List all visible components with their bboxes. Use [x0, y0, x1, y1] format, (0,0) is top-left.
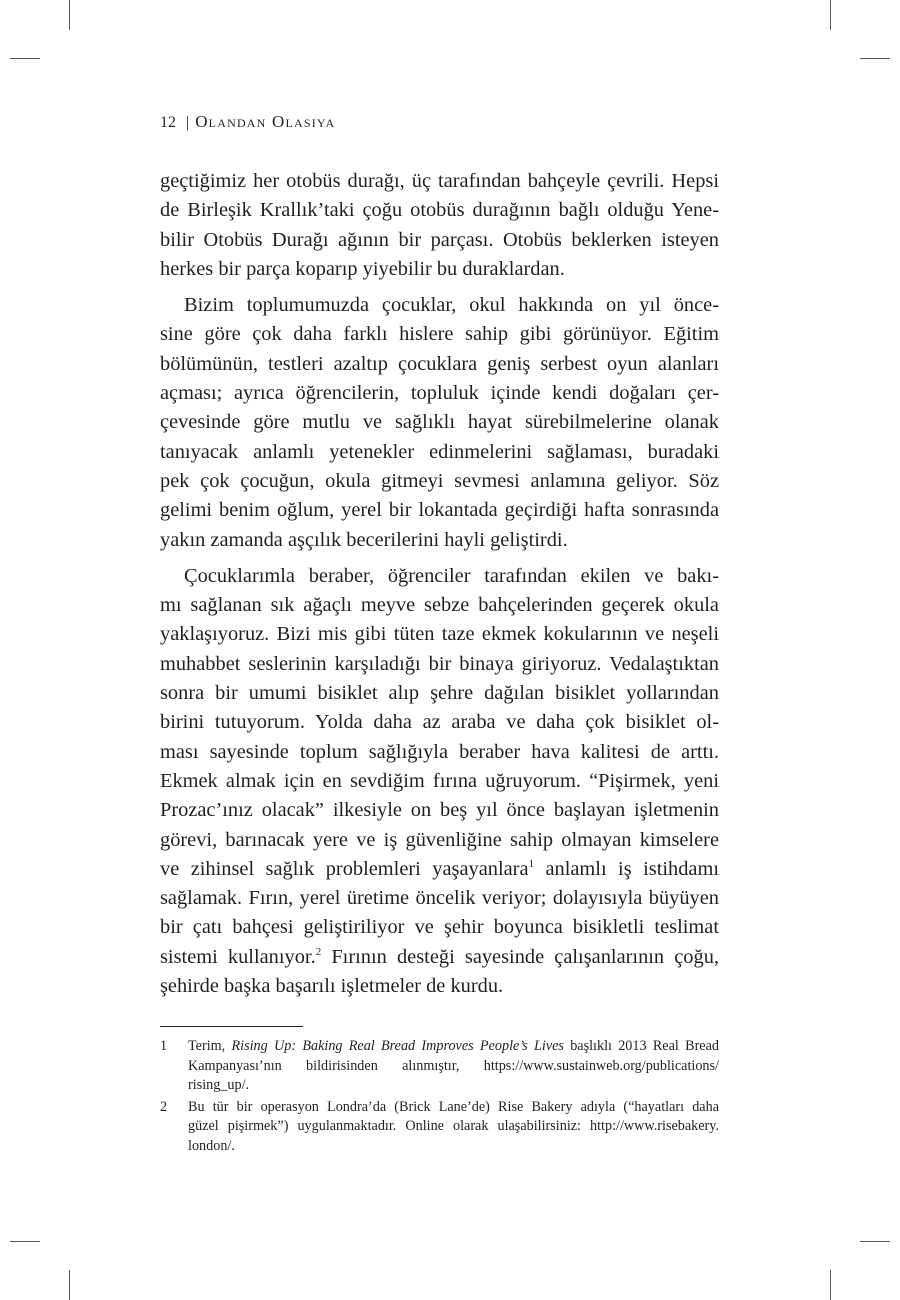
- text-line: pek çok çocuğun, okula gitmeyi sevmesi anlamına geliyor. Söz: [160, 469, 719, 492]
- footnote-line: Kampanyası’nın bildirisinden alınmıştır, https://www.sustainweb.org/publications/: [188, 1057, 719, 1074]
- running-head-separator: |: [186, 114, 190, 131]
- footnote-ref: 1: [528, 857, 535, 870]
- footnote-number: 2: [160, 1098, 168, 1115]
- text-line: [160, 855, 719, 884]
- text-line: yakın zamanda aşçılık becerilerini hayli geliştirdi.: [160, 528, 568, 551]
- paragraph-2: [160, 291, 719, 555]
- text-line: [160, 943, 719, 972]
- footnote-2: [160, 1098, 719, 1157]
- text-line: açması; ayrıca öğrencilerin, topluluk içinde kendi doğaları çer-: [160, 382, 719, 405]
- text-segment: sistemi kullanıyor.: [160, 945, 316, 968]
- text-line: yaklaşıyoruz. Bizi mis gibi tüten taze ekmek kokularının ve neşeli: [160, 623, 719, 646]
- text-line: herkes bir parça koparıp yiyebilir bu duraklardan.: [160, 257, 565, 280]
- text-line: mı sağlanan sık ağaçlı meyve sebze bahçelerinden geçerek okula: [160, 594, 719, 617]
- footnote-1: [160, 1037, 719, 1096]
- body-text: [160, 167, 719, 1001]
- crop-mark: [860, 1241, 890, 1242]
- running-head: [160, 112, 335, 132]
- footnotes: [160, 1037, 719, 1156]
- page-number: 12: [160, 114, 176, 131]
- footnote-line: güzel pişirmek”) uygulanmaktadır. Online olarak ulaşabilirsiniz: http://www.risebakery.: [188, 1118, 719, 1134]
- text-line: görevi, barınacak yere ve iş güvenliğine sahip olmayan kimselere: [160, 828, 719, 851]
- text-line: Çocuklarımla beraber, öğrenciler tarafından ekilen ve bakı-: [184, 564, 719, 587]
- footnote-ref: 2: [315, 945, 322, 958]
- text-line: Prozac’ınız olacak” ilkesiyle on beş yıl önce başlayan işletmenin: [160, 799, 719, 822]
- text-line: bölümünün, testleri azaltıp çocuklara geniş serbest oyun alanları: [160, 352, 719, 375]
- footnote-text: Terim,: [188, 1038, 232, 1054]
- crop-mark: [10, 1241, 40, 1242]
- text-line: sağlamak. Fırın, yerel üretime öncelik veriyor; dolayısıyla büyüyen: [160, 887, 719, 910]
- text-line: bir çatı bahçesi geliştiriliyor ve şehir boyunca bisikletli teslimat: [160, 916, 719, 939]
- text-segment: Fırının desteği sayesinde çalışanlarının çoğu,: [321, 945, 719, 968]
- footnote-text: başlıklı 2013 Real Bread: [563, 1038, 719, 1054]
- text-line: ması sayesinde toplum sağlığıyla beraber hava kalitesi de arttı.: [160, 740, 719, 763]
- paragraph-3: [160, 562, 719, 1001]
- crop-mark: [10, 58, 40, 59]
- crop-mark: [830, 1270, 831, 1300]
- crop-mark: [69, 0, 70, 30]
- crop-mark: [830, 0, 831, 30]
- text-line: birini tutuyorum. Yolda daha az araba ve daha çok bisiklet ol-: [160, 711, 719, 734]
- footnote-number: 1: [160, 1038, 168, 1054]
- text-segment: anlamlı iş istihdamı: [534, 857, 719, 880]
- text-line: tanıyacak anlamlı yetenekler edinmelerini sağlaması, buradaki: [160, 440, 719, 463]
- text-segment: ve zihinsel sağlık problemleri yaşayanlara: [160, 857, 529, 880]
- text-line: bilir Otobüs Durağı ağının bir parçası. Otobüs beklerken isteyen: [160, 228, 719, 251]
- book-title: Olandan Olasıya: [195, 112, 336, 131]
- text-line: sonra bir umumi bisiklet alıp şehre dağılan bisiklet yollarından: [160, 682, 719, 705]
- text-line: geçtiğimiz her otobüs durağı, üç tarafından bahçeyle çevrili. Hepsi: [160, 170, 719, 192]
- footnote-line: rising_up/.: [188, 1077, 250, 1093]
- footnote-rule: [160, 1026, 303, 1027]
- text-line: Ekmek almak için en sevdiğim fırına uğruyorum. “Pişirmek, yeni: [160, 769, 719, 792]
- text-line: muhabbet seslerinin karşıladığı bir binaya giriyoruz. Vedalaştıktan: [160, 652, 719, 675]
- footnote-line: [188, 1037, 719, 1057]
- footnote-line: london/.: [188, 1137, 235, 1154]
- text-line: gelimi benim oğlum, yerel bir lokantada geçirdiği hafta sonrasında: [160, 499, 719, 522]
- text-line: Bizim toplumumuzda çocuklar, okul hakkında on yıl önce-: [184, 294, 719, 317]
- text-line: şehirde başka başarılı işletmeler de kurdu.: [160, 975, 504, 998]
- crop-mark: [860, 58, 890, 59]
- text-line: sine göre çok daha farklı hislere sahip gibi görünüyor. Eğitim: [160, 323, 719, 346]
- crop-mark: [69, 1270, 70, 1300]
- text-line: çevesinde göre mutlu ve sağlıklı hayat sürebilmelerine olanak: [160, 411, 719, 434]
- footnote-cited-title: Rising Up: Baking Real Bread Improves People’s Lives: [231, 1038, 564, 1054]
- footnote-line: Bu tür bir operasyon Londra’da (Brick Lane’de) Rise Bakery adıyla (“hayatları daha: [188, 1098, 719, 1115]
- paragraph-1: [160, 167, 719, 284]
- text-line: de Birleşik Krallık’taki çoğu otobüs durağının bağlı olduğu Yene-: [160, 199, 719, 222]
